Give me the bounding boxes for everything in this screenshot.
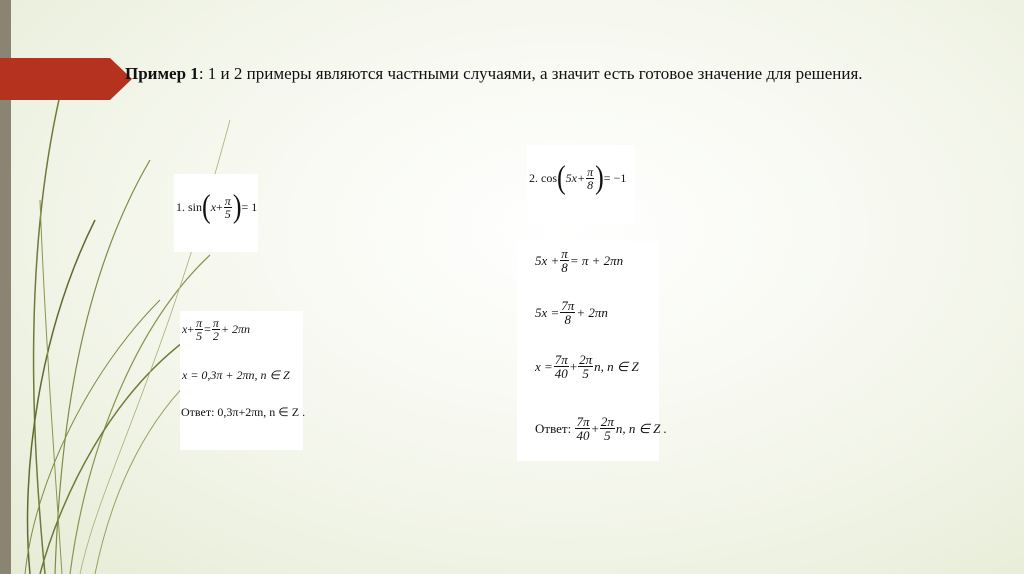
slide-title xyxy=(125,64,1005,84)
title-text: : 1 и 2 примеры являются частными случаями, а значит есть готовое значение для решения. xyxy=(198,64,863,83)
sol2-line3-b-den: 5 xyxy=(582,366,589,381)
sol2-line3-frac-b xyxy=(578,353,593,380)
eq2-open-paren: ( xyxy=(557,159,566,196)
sol2-line1-num: π xyxy=(561,246,568,261)
sol1-line1-frac-a xyxy=(195,317,203,342)
title-arrow-shape xyxy=(0,58,132,100)
sol1-frac-b-num: π xyxy=(212,316,219,330)
sol2-line1-frac xyxy=(560,247,569,274)
sol2-line3-frac-a xyxy=(554,353,569,380)
sol2-line2-frac xyxy=(560,299,575,326)
eq1-frac-den: 5 xyxy=(224,206,231,221)
sol2-answer-a-den: 40 xyxy=(576,428,590,443)
title-bold: Пример 1 xyxy=(125,64,199,83)
eq2-fn: cos xyxy=(541,170,557,185)
sol2-answer-a-num: 7π xyxy=(576,414,590,429)
eq2-rhs: = −1 xyxy=(603,170,627,185)
example2-equation-box xyxy=(527,145,635,223)
sol1-frac-a-num: π xyxy=(196,316,203,330)
sol2-line2-num: 7π xyxy=(561,298,575,313)
eq2-frac-num: π xyxy=(587,164,594,179)
eq1-var: x xyxy=(210,199,217,214)
sol2-line2-den: 8 xyxy=(564,312,572,327)
eq1-number: 1. xyxy=(176,199,185,214)
example1-equation-box xyxy=(174,174,258,252)
sol2-answer-tail: n, n ∈ Z . xyxy=(615,420,667,436)
sol2-line3-a-den: 40 xyxy=(554,366,568,381)
sol1-answer: Ответ: 0,3π+2πn, n ∈ Z . xyxy=(181,405,306,419)
eq1-frac-num: π xyxy=(224,193,231,208)
eq1-close-paren: ) xyxy=(232,188,242,225)
eq1-rhs: = 1 xyxy=(241,199,258,214)
sol1-line1-tail: + 2πn xyxy=(220,322,251,336)
eq1-fn: sin xyxy=(188,199,203,214)
sol1-line1-var: x xyxy=(182,322,188,336)
sol2-line1-den: 8 xyxy=(561,260,568,275)
example2-solution-box xyxy=(517,241,667,461)
sol2-line1-rhs: = π + 2πn xyxy=(569,252,624,268)
sol2-line3-a-num: 7π xyxy=(554,352,568,367)
sol2-answer-label: Ответ: xyxy=(535,420,572,436)
sol1-line2: x = 0,3π + 2πn, n ∈ Z xyxy=(182,368,290,382)
sol2-line2-lhs: 5x = xyxy=(535,304,560,320)
eq2-number: 2. xyxy=(529,170,538,185)
sol2-answer-frac-b xyxy=(600,415,615,442)
eq2-fraction xyxy=(586,166,594,191)
sol1-line1-plus: + xyxy=(187,322,195,336)
sol2-line3-plus: + xyxy=(569,358,578,374)
example1-solution-box xyxy=(180,311,306,450)
eq1-plus: + xyxy=(216,199,223,214)
sol2-answer-plus: + xyxy=(591,420,599,436)
sol1-frac-a-den: 5 xyxy=(196,329,203,343)
sol2-line3-b-num: 2π xyxy=(579,352,593,367)
sol1-line1-eq: = xyxy=(204,322,211,336)
eq2-frac-den: 8 xyxy=(587,177,594,192)
eq1-fraction xyxy=(224,195,232,220)
eq2-close-paren: ) xyxy=(595,159,604,196)
sol2-line2-tail: + 2πn xyxy=(576,304,608,320)
sol2-line3-tail: n, n ∈ Z xyxy=(594,358,639,374)
sol2-answer-b-den: 5 xyxy=(604,428,611,443)
sol2-line1-lhs: 5x + xyxy=(535,252,560,268)
eq1-open-paren: ( xyxy=(202,188,211,225)
sol2-answer-b-num: 2π xyxy=(600,414,614,429)
sol1-frac-b-den: 2 xyxy=(212,329,219,343)
sol2-answer-frac-a xyxy=(575,415,590,442)
sol1-line1-frac-b xyxy=(212,317,220,342)
sol2-line3-lhs: x = xyxy=(535,358,553,374)
eq2-arg: 5x+ xyxy=(565,170,586,185)
